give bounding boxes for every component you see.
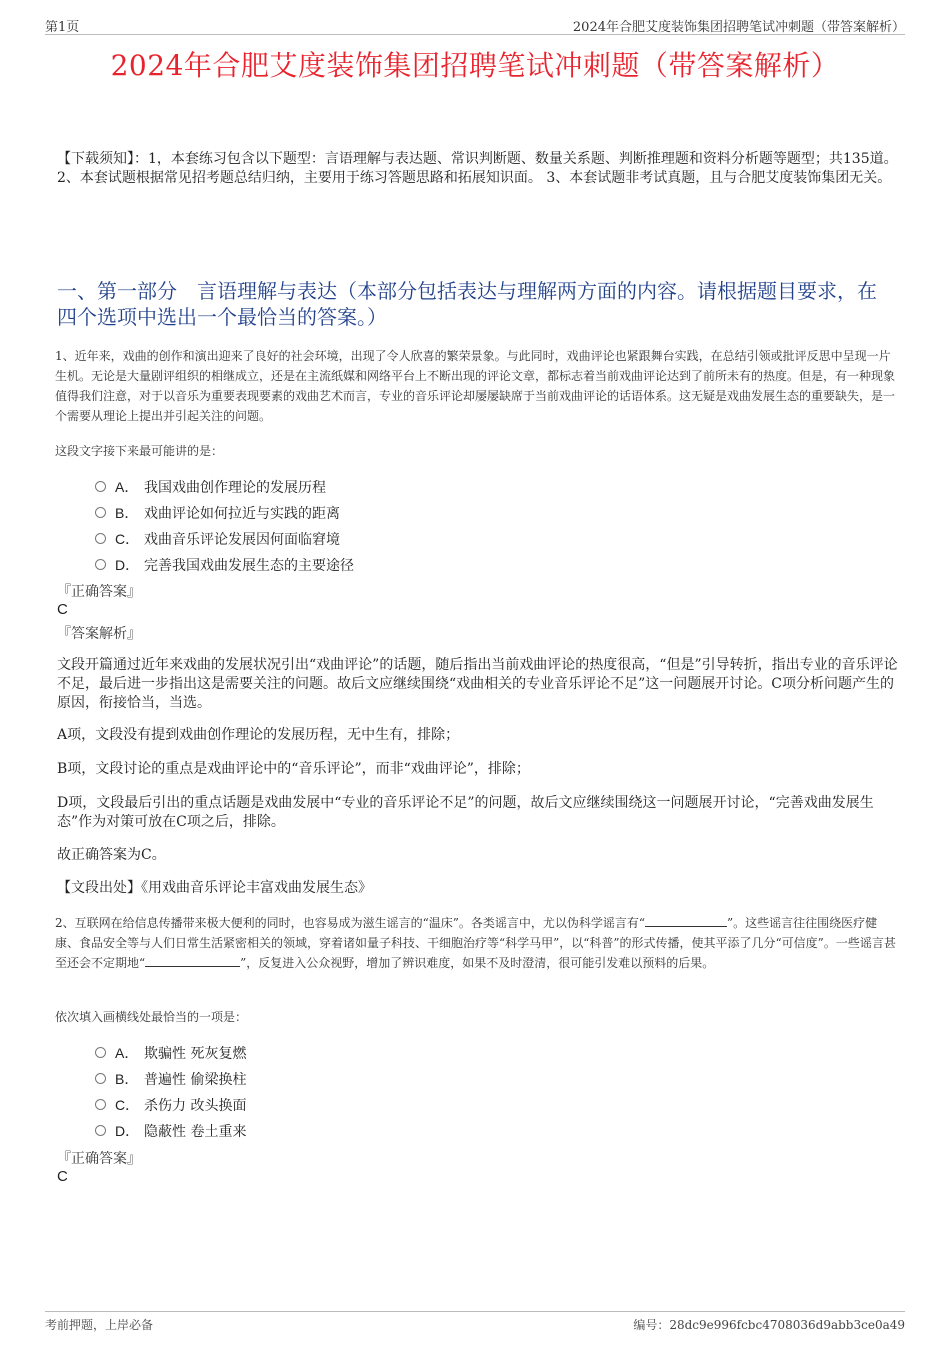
correct-answer: C — [57, 1168, 68, 1185]
document-title: 2024年合肥艾度装饰集团招聘笔试冲刺题（带答案解析） — [110, 49, 840, 82]
footer-serial: 编号：28dc9e996fcbc4708036d9abb3ce0a49 — [633, 1318, 905, 1332]
question-2-prompt: 依次填入画横线处最恰当的一项是： — [55, 1010, 248, 1024]
header-doc-title: 2024年合肥艾度装饰集团招聘笔试冲刺题（带答案解析） — [572, 20, 905, 35]
radio-icon[interactable] — [95, 533, 106, 544]
radio-icon[interactable] — [95, 481, 106, 492]
analysis-option-b: B项，文段讨论的重点是戏曲评论中的“音乐评论”，而非“戏曲评论”，排除； — [57, 761, 530, 777]
page-footer — [45, 1311, 905, 1336]
section-title: 一、第一部分 言语理解与表达（本部分包括表达与理解两方面的内容。请根据题目要求，在四个选项中选出一个最恰当的答案。） — [57, 279, 877, 329]
answer-label: 『正确答案』 — [57, 584, 141, 600]
radio-icon[interactable] — [95, 559, 106, 570]
answer-label: 『正确答案』 — [57, 1151, 141, 1167]
radio-icon[interactable] — [95, 507, 106, 518]
question-1-text: 1、近年来，戏曲的创作和演出迎来了良好的社会环境，出现了令人欣喜的繁荣景象。与此同时，戏曲评论也紧跟舞台实践，在总结引领或批评反思中呈现一片生机。无论是大量剧评组织的相继成立，还是在主流纸媒和网络平台上不断出现的评论文章，都标志着当前戏曲评论达到了前所未有的热度。但是，有一种现象值得我们注意，对于以音乐为重要表现要素的戏曲艺术而言，专业的音乐评论却屡屡缺席于当前戏曲评论的话语体系。这无疑是戏曲发展生态的重要缺失，是一个需要从理论上提出并引起关注的问题。 — [55, 349, 896, 423]
fill-blank-2 — [145, 954, 240, 967]
page-number: 第1页 — [45, 20, 80, 35]
passage-source: 【文段出处】《用戏曲音乐评论丰富戏曲发展生态》 — [57, 880, 372, 896]
analysis-main: 文段开篇通过近年来戏曲的发展状况引出“戏曲评论”的话题，随后指出当前戏曲评论的热度很高，“但是”引导转折，指出专业的音乐评论不足，最后进一步指出这是需要关注的问题。故后文应继续围绕“戏曲相关的专业音乐评论不足”这一问题展开讨论。C项分析问题产生的原因，衔接恰当，当选。 — [57, 657, 898, 711]
analysis-option-a: A项，文段没有提到戏曲创作理论的发展历程，无中生有，排除； — [57, 727, 460, 743]
analysis-option-d: D项，文段最后引出的重点话题是戏曲发展中“专业的音乐评论不足”的问题，故后文应继续围绕这一问题展开讨论，“完善戏曲发展生态”作为对策可放在C项之后，排除。 — [57, 795, 874, 830]
analysis-label: 『答案解析』 — [57, 626, 141, 642]
download-notice: 【下载须知】：1，本套练习包含以下题型：言语理解与表达题、常识判断题、数量关系题、判断推理题和资料分析题等题型；共135道。 2、本套试题根据常见招考题总结归纳，主要用于练习答题思路和拓展知识面。 3、本套试题非考试真题，且与合肥艾度装饰集团无关。 — [57, 151, 898, 186]
radio-icon[interactable] — [95, 1073, 106, 1084]
page-header — [45, 14, 905, 35]
footer-slogan: 考前押题，上岸必备 — [45, 1318, 154, 1332]
correct-answer: C — [57, 601, 68, 618]
question-1-prompt: 这段文字接下来最可能讲的是： — [55, 444, 224, 458]
radio-icon[interactable] — [95, 1047, 106, 1058]
radio-icon[interactable] — [95, 1125, 106, 1136]
question-2-text: 2、互联网在给信息传播带来极大便利的同时，也容易成为滋生谣言的“温床”。各类谣言中，尤以伪科学谣言有“ ”。这些谣言往往围绕医疗健康、食品安全等与人们日常生活紧密相关的领域，穿着诸如量子科技、干细胞治疗等“科学马甲”，以“科普”的形式传播，使其平添了几分“可信度”。一些谣言甚至还会不定期地“ ”，反复进入公众视野，增加了辨识难度，如果不及时澄清，很可能引发难以预料的后果。 — [55, 916, 896, 970]
radio-icon[interactable] — [95, 1099, 106, 1110]
fill-blank-1 — [645, 914, 727, 927]
analysis-conclusion: 故正确答案为C。 — [57, 847, 166, 863]
